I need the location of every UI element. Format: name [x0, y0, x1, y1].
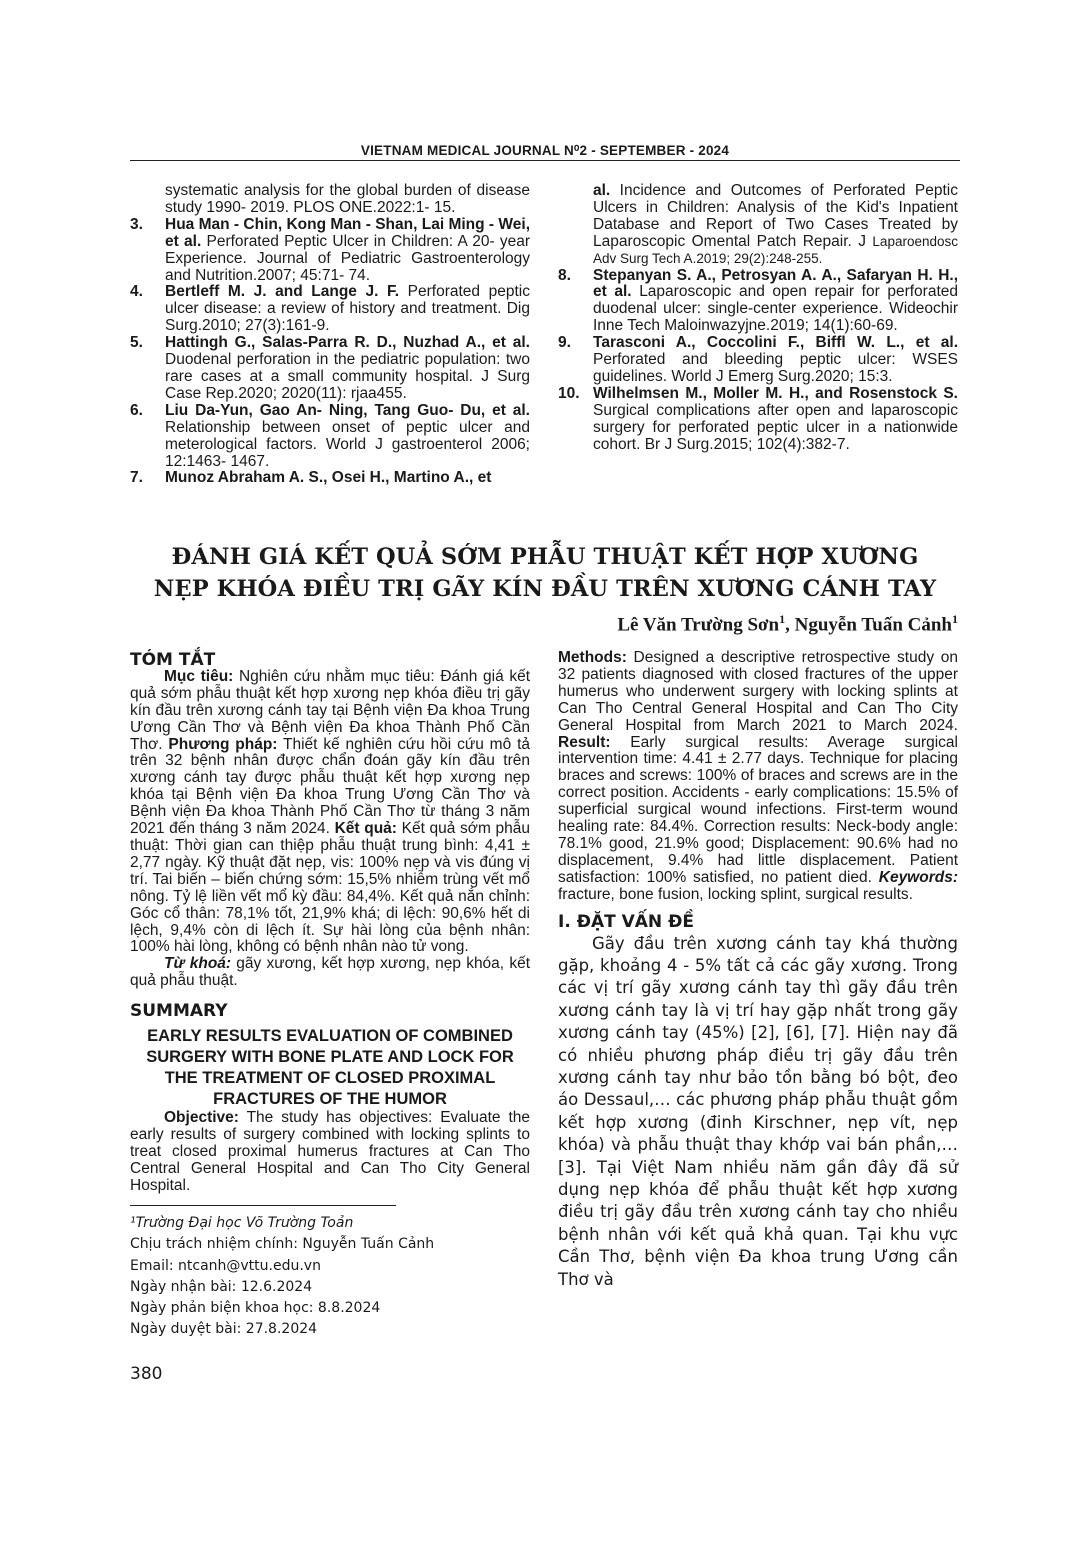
summary-text: Early surgical results: Average surgical intervention time: 4.41 ± 2.77 days. Technique for placing braces and screws: 100% of braces and screws are in the correct position. Accidents - early complications: 15.5% of superficial surgical wound infections. First-term wound healing rate: 84.4%. Correction results: Neck-body angle: 78.1% good, 21.9% good; Displacement: 90.6% had no displacement, 9.4% had little displacement. Patient satisfaction: 100% satisfied, no patient died.: [558, 733, 958, 886]
page-number: 380: [130, 1364, 163, 1384]
author-line: [558, 612, 958, 636]
abstract-label: Mục tiêu:: [164, 667, 234, 685]
footnote-received: Ngày nhận bài: 12.6.2024: [130, 1278, 313, 1295]
author-separator: ,: [785, 614, 795, 636]
summary-paragraph-continued: [558, 650, 958, 904]
keywords-text: fracture, bone fusion, locking splint, surgical results.: [558, 885, 913, 903]
reference-authors: Munoz Abraham A. S., Osei H., Martino A., et: [165, 469, 492, 487]
summary-label: Result:: [558, 733, 611, 751]
reference-authors: Bertleff M. J. and Lange J. F.: [165, 283, 400, 301]
abstract-paragraph: [130, 669, 530, 956]
header-rule: [130, 160, 960, 161]
references-left-column: [130, 183, 530, 487]
footnote-reviewed: Ngày phản biện khoa học: 8.8.2024: [130, 1300, 381, 1317]
abstract-text: Thiết kế nghiên cứu hồi cứu mô tả trên 32 bệnh nhân được chẩn đoán gãy kín đầu trên xương cánh tay được phẫu thuật kết hợp xương nẹp khóa tại Bệnh viện Đa khoa Trung Ương Cần Thơ và Bệnh viện Đa khoa Thành Phố Cần Thơ từ tháng 3 năm 2021 đến tháng 3 năm 2024.: [130, 735, 530, 838]
reference-authors: Stepanyan S. A., Petrosyan A. A., Safaryan H. H., et al.: [593, 266, 958, 301]
author-affiliation-mark: 1: [952, 612, 958, 626]
footnotes: [130, 1213, 530, 1341]
footnote-accepted: Ngày duyệt bài: 27.8.2024: [130, 1321, 318, 1338]
footnote-email: Email: ntcanh@vttu.edu.vn: [130, 1257, 321, 1274]
reference-item: [130, 335, 530, 403]
keywords-text: gãy xương, kết hợp xương, nẹp khóa, kết quả phẫu thuật.: [130, 955, 530, 990]
reference-item: [130, 403, 530, 471]
reference-text: Perforated peptic ulcer disease: a review of history and treatment. Dig Surg.2010; 27(3):161-9.: [165, 283, 530, 335]
author-name: Lê Văn Trường Sơn: [617, 614, 780, 636]
reference-text: Laparoscopic and open repair for perforated duodenal ulcer: single-center experience. Wideochir Inne Tech Maloinwazyjne.2019; 14(1):60-69.: [593, 283, 958, 335]
author-affiliation-mark: 1: [779, 612, 786, 626]
running-header: VIETNAM MEDICAL JOURNAL N⁰2 - SEPTEMBER - 2024: [360, 143, 730, 158]
abstract-text: Kết quả sớm phẫu thuật: Thời gian can thiệp phẫu thuật trung bình: 4,41 ± 2,77 ngày. Kỹ thuật đặt nẹp, vis: 100% nẹp và vis đúng vị trí. Tai biến – biến chứng sớm: 15,5% nhiễm trùng vết mổ nông. Tỷ lệ liền vết mổ kỳ đầu: 84,4%. Kết quả nắn chỉnh: Góc cổ thân: 78,1% tốt, 21,9% khá; di lệch: 90,6% hết di lệch, 9,4% còn di lệch ít. Sự hài lòng của bệnh nhân: 100% hài lòng, không có bệnh nhân nào tử vong.: [130, 820, 531, 956]
keywords-label: Keywords:: [878, 868, 958, 886]
summary-text: Designed a descriptive retrospective study on 32 patients diagnosed with closed fractures of the upper humerus who underwent surgery with locking splints at Can Tho Central General Hospital and Can Tho City General Hospital from March 2021 to March 2024.: [558, 649, 958, 734]
abstract-keywords: [130, 956, 530, 990]
references-right-column: [558, 183, 958, 454]
reference-text: Incidence and Outcomes of Perforated Peptic Ulcers in Children: Analysis of the Kid's Inpatient Database and Report of Two Cases Treated by Laparoscopic Omental Patch Repair. J: [593, 182, 958, 250]
section-heading-summary: SUMMARY: [130, 1001, 228, 1022]
reference-item: [558, 386, 958, 454]
reference-text-small: Laparoendosc Adv Surg Tech A.2019; 29(2):248-255.: [593, 233, 958, 266]
abstract-column: [130, 652, 530, 1195]
abstract-text: Nghiên cứu nhằm mục tiêu: Đánh giá kết quả sớm phẫu thuật kết hợp xương nẹp khóa điều trị gãy kín đầu trên xương cánh tay tại Bệnh viện Đa khoa Trung Ương Cần Thơ và Bệnh viện Đa khoa Thành Phố Cần Thơ.: [130, 667, 530, 753]
reference-number: 3.: [130, 215, 143, 233]
reference-item: [558, 335, 958, 386]
summary-label: Objective:: [164, 1109, 239, 1127]
summary-text: The study has objectives: Evaluate the early results of surgery combined with locking splints to treat closed proximal humerus fractures at Can Tho Central General Hospital and Can Tho City General Hospital.: [130, 1109, 530, 1194]
section-heading-intro: I. ĐẶT VẤN ĐỀ: [558, 911, 694, 932]
footnote-rule: [130, 1205, 396, 1206]
reference-number: 7.: [130, 469, 143, 487]
article-title-line-2: NẸP KHÓA ĐIỀU TRỊ GÃY KÍN ĐẦU TRÊN XƯƠNG CÁNH TAY: [153, 576, 937, 602]
reference-item: [558, 183, 958, 268]
reference-text: Perforated Peptic Ulcer in Children: A 20- year Experience. Journal of Pediatric Gastroenterology and Nutrition.2007; 45:71- 74.: [165, 232, 530, 284]
reference-item: [130, 217, 530, 285]
reference-authors: Hattingh G., Salas-Parra R. D., Nuzhad A., et al.: [165, 334, 530, 352]
article-title: [130, 541, 960, 605]
reference-item: [130, 183, 530, 217]
reference-number: 8.: [558, 266, 571, 284]
reference-text: systematic analysis for the global burden of disease study 1990- 2019. PLOS ONE.2022:1- 15.: [165, 182, 530, 216]
abstract-label: Kết quả:: [334, 820, 397, 838]
footnote-affiliation: ¹Trường Đại học Võ Trường Toản: [130, 1215, 354, 1231]
summary-label: Methods:: [558, 649, 627, 666]
reference-text: Duodenal perforation in the pediatric population: two rare cases at a small community hospital. J Surg Case Rep.2020; 2020(11): rjaa455.: [165, 351, 530, 402]
reference-authors: Hua Man - Chin, Kong Man - Shan, Lai Ming - Wei, et al.: [165, 215, 530, 250]
reference-number: 5.: [130, 334, 143, 352]
summary-intro-column: [558, 650, 958, 1291]
footnote-corresponding: Chịu trách nhiệm chính: Nguyễn Tuấn Cảnh: [130, 1236, 435, 1253]
summary-paragraph-start: [130, 1110, 530, 1195]
reference-item: [558, 268, 958, 336]
reference-number: 10.: [558, 384, 580, 402]
abstract-label: Phương pháp:: [168, 735, 278, 753]
section-heading-tomtat: TÓM TẮT: [130, 650, 216, 670]
reference-authors: Liu Da-Yun, Gao An- Ning, Tang Guo- Du, et al.: [165, 401, 530, 419]
reference-number: 9.: [558, 334, 571, 352]
reference-authors: Wilhelmsen M., Moller M. H., and Rosenstock S.: [593, 384, 958, 402]
reference-item: [130, 470, 530, 487]
reference-number: 4.: [130, 283, 143, 301]
summary-title: EARLY RESULTS EVALUATION OF COMBINED SURGERY WITH BONE PLATE AND LOCK FOR THE TREATMENT OF CLOSED PROXIMAL FRACTURES OF THE HUMOR: [146, 1027, 514, 1109]
reference-text: Relationship between onset of peptic ulcer and meterological factors. World J gastroenterol 2006; 12:1463- 1467.: [165, 418, 530, 470]
keywords-label: Từ khoá:: [164, 955, 232, 973]
intro-paragraph: Gãy đầu trên xương cánh tay khá thường gặp, khoảng 4 - 5% tất cả các gãy xương. Trong các vị trí gãy xương cánh tay thì gãy đầu trên xương cánh tay là vị trí hay gặp nhất trong gãy xương cánh tay (45%) [2], [6], [7]. Hiện nay đã có nhiều phương pháp điều trị gãy đầu trên xương cánh tay như bảo tồn bằng bó bột, đeo áo Dessaul,… các phương pháp phẫu thuật gồm kết hợp xương (đinh Kirschner, nẹp vít, nẹp khóa) và phẫu thuật thay khớp vai bán phần,… [3]. Tại Việt Nam nhiều năm gần đây đã sử dụng nẹp khóa để phẫu thuật kết hợp xương điều trị gãy đầu trên xương cánh tay cho nhiều bệnh nhân với kết quả khả quan. Tại khu vực Cần Thơ, bệnh viện Đa khoa trung Ương cần Thơ và: [558, 933, 958, 1289]
reference-number: 6.: [130, 401, 143, 419]
reference-item: [130, 284, 530, 335]
article-title-line-1: ĐÁNH GIÁ KẾT QUẢ SỚM PHẪU THUẬT KẾT HỢP XƯƠNG: [171, 544, 919, 570]
reference-authors: al.: [593, 182, 611, 199]
reference-text: Perforated and bleeding peptic ulcer: WSES guidelines. World J Emerg Surg.2020; 15:3.: [593, 351, 958, 385]
reference-text: Surgical complications after open and laparoscopic surgery for perforated peptic ulcer in a nationwide cohort. Br J Surg.2015; 102(4):382-7.: [593, 401, 958, 453]
reference-authors: Tarasconi A., Coccolini F., Biffl W. L., et al.: [593, 334, 958, 352]
author-name: Nguyễn Tuấn Cảnh: [794, 614, 952, 636]
